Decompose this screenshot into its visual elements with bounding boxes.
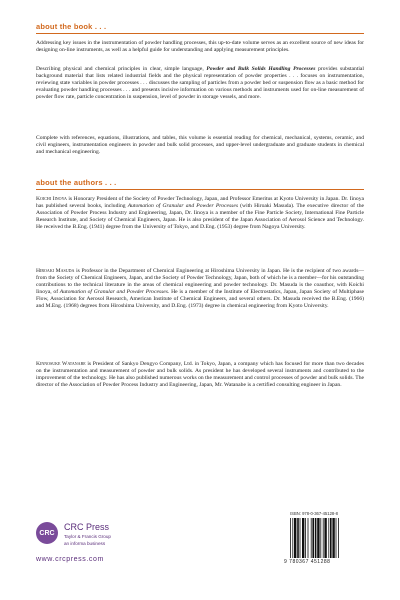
- author-name: Koichi Iinoya: [36, 196, 67, 202]
- about-authors-rule: [36, 189, 364, 190]
- author-iinoya-bio: Koichi Iinoya is Honorary President of the Society of Powder Technology, Japan, and Professor Emeritus at Kyoto University in Japan. Dr. Iinoya has published several books, including Automation of Granular and Powder Processes (with Hiroaki Masuda). The executive director of the Association of Powder Process Industry and Engineering, Japan, Dr. Iinoya is a member of the Fine Particle Society, International Fine Particle Research Institute, and Society of Chemical Engineers, Japan. He is also president of the Japan Association of Aerosol Science and Technology. He received the B.Eng. (1941) degree from the University of Tokyo, and D.Eng. (1953) degree from Nagoya University.: [36, 196, 365, 230]
- about-book-paragraph-2: [36, 66, 364, 101]
- p2-text-a: Describing physical and chemical principles in clear, simple language,: [36, 66, 207, 72]
- barcode-number: 9 780367 451288: [284, 559, 331, 565]
- publisher-name: CRC Press: [64, 522, 110, 532]
- about-book-paragraph-3: Complete with references, equations, illustrations, and tables, this volume is essential reading for chemical, mechanical, systems, ceramic, and civil engineers, instrumentation engineers in powder and bulk solid processes, and upper-level undergraduate and graduate students in chemical and mechanical engineering.: [36, 135, 364, 155]
- author-name: Kinnosuke Watanabe: [36, 361, 86, 367]
- barcode: [290, 518, 364, 558]
- author-masuda-bio: Hiroaki Masuda is Professor in the Department of Chemical Engineering at Hiroshima University in Japan. He is the recipient of two awards—from the Society of Chemical Engineers, Japan, and the Society of Powder Technology, Japan, both of which he is a member—for his outstanding contributions to the technical literature in the areas of chemical engineering and powder technology. Dr. Masuda is the coauthor, with Koichi Iinoya, of Automation of Granular and Powder Processes. He is a member of the Institute of Electrostatics, Japan, Japan Society of Multiphase Flow, Association for Aerosol Research, American Institute of Chemical Engineers, and several others. Dr. Masuda received the B.Eng. (1966) and M.Eng. (1968) degrees from Hiroshima University, and D.Eng. (1973) degree in chemical engineering from Kyoto University.: [36, 268, 364, 309]
- publisher-website[interactable]: www.crcpress.com: [36, 556, 104, 563]
- about-authors-heading: about the authors . . .: [36, 178, 117, 187]
- author-watanabe-bio: Kinnosuke Watanabe is President of Sankyo Dengyo Company, Ltd. in Tokyo, Japan, a company which has focused for more than two decades on the instrumentation and measurement of powder and bulk solids. As president he has developed several instruments and contributed to the improvement of the technology. He has also published numerous works on the measurement and control processes of powder and bulk solids. The director of the Association of Powder Process Industry and Engineering, Japan, Mr. Watanabe is a certified consulting engineer in Japan.: [36, 361, 365, 388]
- p2-text-b: provides substantial background material that lists related industrial fields and the physical representation of powder properties . . . focuses on instrumentation, reviewing state variables in powder processes . . . discusses the sampling of particles from a powder bed or suspension flow as a basic method for evaluating powder handling processes . . . and presents incisive information on various methods and instruments used for on-line measurement of powder flow rate, particle concentration in suspension, level of powder in storage vessels, and more.: [36, 66, 364, 100]
- book-title: Powder and Bulk Solids Handling Processes: [206, 66, 316, 72]
- publisher-tagline: an informa business: [64, 541, 106, 546]
- book-title: Automation of Granular and Powder Processes: [59, 289, 168, 295]
- about-book-rule: [36, 33, 364, 34]
- isbn-label: ISBN: 978-0-367-45128-8: [290, 511, 338, 516]
- crc-logo: CRC: [36, 522, 58, 544]
- about-book-heading: about the book . . .: [36, 22, 107, 31]
- publisher-group: Taylor & Francis Group: [64, 534, 111, 539]
- author-name: Hiroaki Masuda: [36, 268, 75, 274]
- about-book-paragraph-1: Addressing key issues in the instrumentation of powder handling processes, this up-to-date volume serves as an excellent source of new ideas for designing on-line instruments, as well as a helpful guide for understanding and applying measurement principles.: [36, 40, 364, 53]
- book-title: Automation of Granular and Powder Processes: [127, 203, 239, 209]
